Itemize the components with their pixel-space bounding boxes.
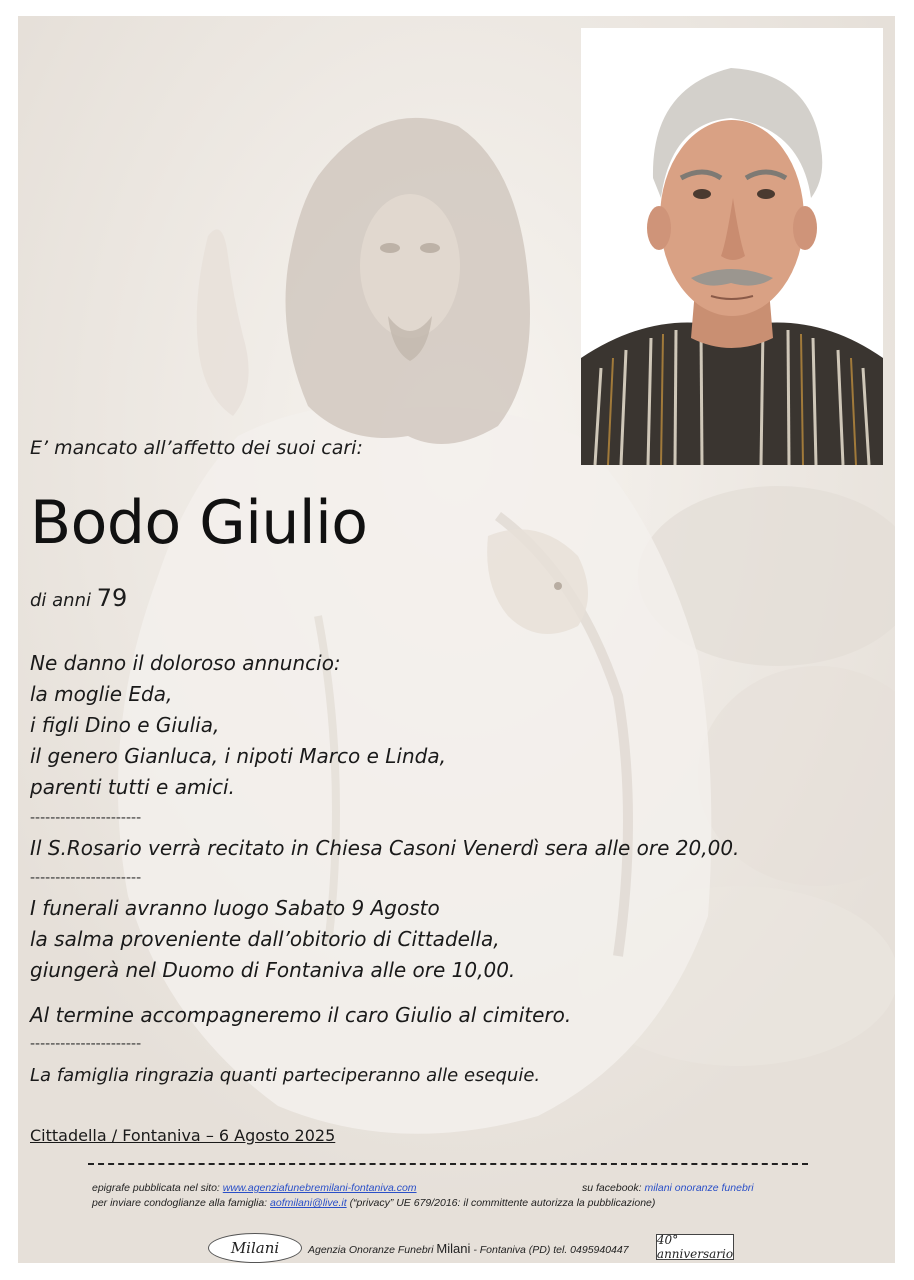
facebook-label: su facebook: [582,1182,642,1194]
email-label: per inviare condoglianze alla famiglia: [92,1197,268,1209]
age-line [30,584,127,612]
site-label: epigrafe pubblicata nel sito: [92,1182,220,1194]
separator: ---------------------- [30,870,142,886]
email-link[interactable]: aofmilani@live.it [270,1197,347,1209]
agency-logo: Milani [208,1233,302,1263]
anniversary-badge: 40° anniversario [656,1233,734,1261]
burial-text: Al termine accompagneremo il caro Giulio al cimitero. [30,1003,572,1027]
announce-line: i figli Dino e Giulia, [30,713,220,737]
agency-line [308,1241,629,1256]
deceased-name: Bodo Giulio [30,488,368,558]
footer-email-line [92,1197,655,1209]
footer-divider [88,1163,808,1165]
announce-line: parenti tutti e amici. [30,775,235,799]
announce-line: la moglie Eda, [30,682,173,706]
portrait-image [581,28,883,465]
announcement-block [30,648,446,803]
rosario-text: Il S.Rosario verrà recitato in Chiesa Casoni Venerdì sera alle ore 20,00. [30,836,740,860]
age-value: 79 [96,584,128,612]
separator: ---------------------- [30,1036,142,1052]
separator: ---------------------- [30,810,142,826]
agency-suffix: - Fontaniva (PD) tel. 0495940447 [473,1244,629,1256]
lead-text: E’ mancato all’affetto dei suoi cari: [30,437,363,459]
agency-name: Milani [436,1241,471,1256]
agency-prefix: Agenzia Onoranze Funebri [308,1244,434,1256]
thanks-text: La famiglia ringrazia quanti parteciperanno alle esequie. [30,1065,541,1086]
footer-site-line [92,1182,417,1194]
announce-line: Ne danno il doloroso annuncio: [30,651,341,675]
funeral-block [30,893,515,986]
age-prefix: di anni [30,590,91,611]
deceased-photo [581,28,883,465]
privacy-note: (“privacy” UE 679/2016: il committente autorizza la pubblicazione) [349,1197,656,1209]
funeral-line: giungerà nel Duomo di Fontaniva alle ore 10,00. [30,958,516,982]
site-link[interactable]: www.agenziafunebremilani-fontaniva.com [222,1182,417,1194]
funeral-line: I funerali avranno luogo Sabato 9 Agosto [30,896,440,920]
announce-line: il genero Gianluca, i nipoti Marco e Linda, [30,744,446,768]
funeral-line: la salma proveniente dall’obitorio di Cittadella, [30,927,500,951]
footer-facebook-line [582,1182,754,1194]
place-date: Cittadella / Fontaniva – 6 Agosto 2025 [30,1126,336,1145]
facebook-link[interactable]: milani onoranze funebri [644,1182,754,1194]
